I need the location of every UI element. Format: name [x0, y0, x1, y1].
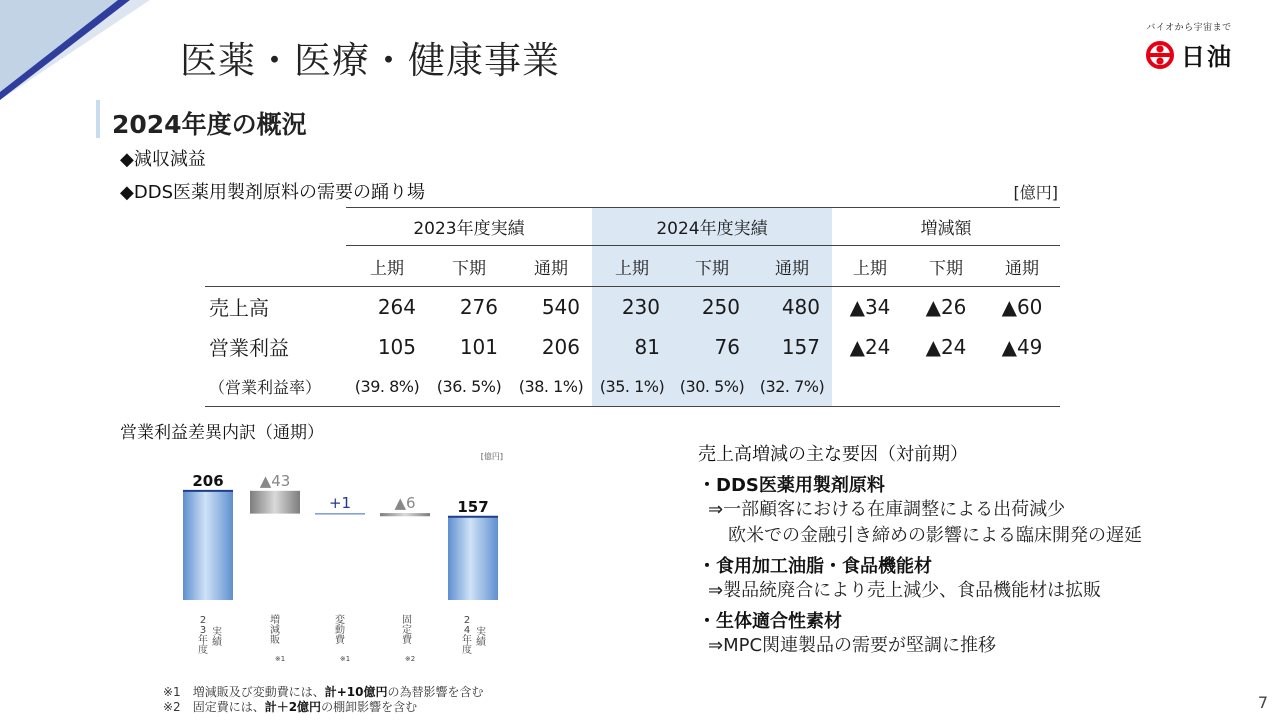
axis-label: 販: [270, 635, 280, 646]
table-cell-empty: [984, 367, 1060, 407]
profit-bridge-chart: [165, 445, 525, 670]
axis-label: 動: [335, 625, 345, 636]
axis-label: 度: [198, 645, 208, 656]
axis-label: 変: [335, 615, 345, 626]
axis-label: 費: [402, 635, 412, 646]
factors-heading: 売上高増減の主な要因（対前期）: [698, 444, 968, 465]
footnote-text: ※1 増減販及び変動費には、: [163, 685, 325, 699]
table-cell: 230: [592, 287, 672, 327]
header-corner: [205, 208, 346, 246]
page-number: 7: [1257, 693, 1268, 712]
period-header: 上期: [592, 246, 672, 287]
header-blank: [205, 246, 346, 287]
table-cell: ▲60: [984, 287, 1060, 327]
results-table: [205, 207, 1060, 407]
table-cell-empty: [908, 367, 984, 407]
axis-note: ※2: [404, 655, 416, 663]
factor-detail: 欧米での金融引き締めの影響による臨床開発の遅延: [728, 525, 1142, 546]
footnote-text: ※2 固定費には、: [163, 700, 265, 714]
footnote-bold: 計＋2億円: [264, 700, 322, 714]
group-header-diff: 増減額: [832, 208, 1060, 246]
footnote-text: の為替影響を含む: [387, 685, 484, 699]
table-cell: 540: [510, 287, 592, 327]
data-label: ▲43: [259, 471, 291, 490]
brand-tagline: バイオから宇宙まで: [1146, 23, 1232, 33]
bullet-dds: ◆DDS医薬用製剤原料の需要の踊り場: [120, 182, 425, 203]
axis-label: 増: [270, 615, 280, 626]
table-cell: 276: [428, 287, 510, 327]
bullet-summary: ◆減収減益: [120, 149, 206, 170]
period-header: 上期: [346, 246, 428, 287]
table-cell: ▲34: [832, 287, 908, 327]
bridge-chart-title: 営業利益差異内訳（通期）: [120, 423, 324, 443]
axis-label: 度: [462, 645, 472, 656]
axis-label: 固: [402, 615, 412, 626]
table-cell: 157: [752, 327, 832, 367]
page-title: 医薬・医療・健康事業: [180, 39, 560, 82]
axis-label: 績: [476, 637, 486, 648]
axis-label: 実: [212, 627, 222, 638]
period-header: 通期: [510, 246, 592, 287]
chart-unit-label: [億円]: [480, 452, 503, 461]
table-cell: ▲24: [925, 334, 967, 359]
data-label: +1: [328, 494, 352, 513]
table-cell: 250: [672, 287, 752, 327]
factor-title: ・食用加工油脂・食品機能材: [698, 556, 932, 577]
axis-label: 費: [335, 635, 345, 646]
period-header: 通期: [752, 246, 832, 287]
table-cell: 480: [752, 287, 832, 327]
table-cell: 105: [377, 334, 416, 359]
axis-label: 4: [463, 625, 471, 636]
row-label-operating-profit: 営業利益: [209, 336, 289, 360]
data-label: 206: [192, 471, 224, 490]
factor-title: ・生体適合性素材: [698, 611, 842, 632]
row-label-margin: （営業利益率）: [205, 367, 346, 407]
section-title: 2024年度の概況: [112, 110, 307, 139]
axis-label: 定: [402, 625, 412, 636]
table-cell: 81: [592, 327, 672, 367]
table-cell: (36. 5%): [428, 367, 510, 407]
table-cell-empty: [832, 367, 908, 407]
footnote-bold: 計+10億円: [324, 685, 388, 699]
table-cell: (35. 1%): [592, 367, 672, 407]
axis-note: ※1: [339, 655, 351, 663]
table-cell: (30. 5%): [672, 367, 752, 407]
period-header: 上期: [832, 246, 908, 287]
nof-mark-icon: [1145, 40, 1175, 70]
period-header: 通期: [984, 246, 1060, 287]
table-cell: (38. 1%): [510, 367, 592, 407]
table-cell: 264: [346, 287, 428, 327]
footnote-text: の棚卸影響を含む: [321, 700, 418, 714]
bar-change: [315, 513, 365, 515]
factor-title: ・DDS医薬用製剤原料: [698, 475, 885, 496]
section-marker: [96, 100, 100, 138]
table-cell: 101: [459, 334, 498, 359]
group-header-2024: 2024年度実績: [592, 208, 832, 246]
factor-detail: ⇒製品統廃合により売上減少、食品機能材は拡販: [708, 580, 1102, 601]
axis-label: 2: [463, 615, 471, 626]
factor-detail: ⇒一部顧客における在庫調整による出荷減少: [708, 499, 1066, 520]
bar-total: [183, 491, 233, 600]
axis-label: 3: [199, 625, 207, 636]
period-header: 下期: [672, 246, 752, 287]
brand-logo: [1134, 20, 1244, 72]
period-header: 下期: [428, 246, 510, 287]
brand-name: 日油: [1181, 43, 1233, 71]
corner-decoration: [0, 0, 170, 100]
axis-label: 年: [198, 635, 208, 646]
axis-label: 減: [270, 625, 280, 636]
row-label-sales: 売上高: [205, 287, 346, 327]
axis-label: 実: [476, 627, 486, 638]
table-unit: [億円]: [1013, 183, 1058, 202]
bar-total: [448, 517, 498, 600]
table-cell: 76: [672, 327, 752, 367]
table-cell: 206: [541, 334, 580, 359]
table-cell: ▲24: [849, 334, 891, 359]
table-cell: ▲49: [1001, 334, 1043, 359]
footnote-2: [163, 698, 417, 715]
group-header-2023: 2023年度実績: [346, 208, 592, 246]
table-cell: ▲26: [908, 287, 984, 327]
table-cell: (39. 8%): [346, 367, 428, 407]
bar-change: [250, 491, 300, 514]
table-cell: (32. 7%): [752, 367, 832, 407]
axis-label: 績: [212, 637, 222, 648]
bar-change: [380, 513, 430, 516]
factor-detail: ⇒MPC関連製品の需要が堅調に推移: [708, 635, 997, 656]
axis-label: 2: [199, 615, 207, 626]
period-header: 下期: [908, 246, 984, 287]
data-label: 157: [457, 497, 489, 516]
data-label: ▲6: [394, 494, 416, 513]
axis-label: 年: [462, 635, 472, 646]
axis-note: ※1: [274, 655, 286, 663]
sales-factors: [698, 440, 1258, 659]
